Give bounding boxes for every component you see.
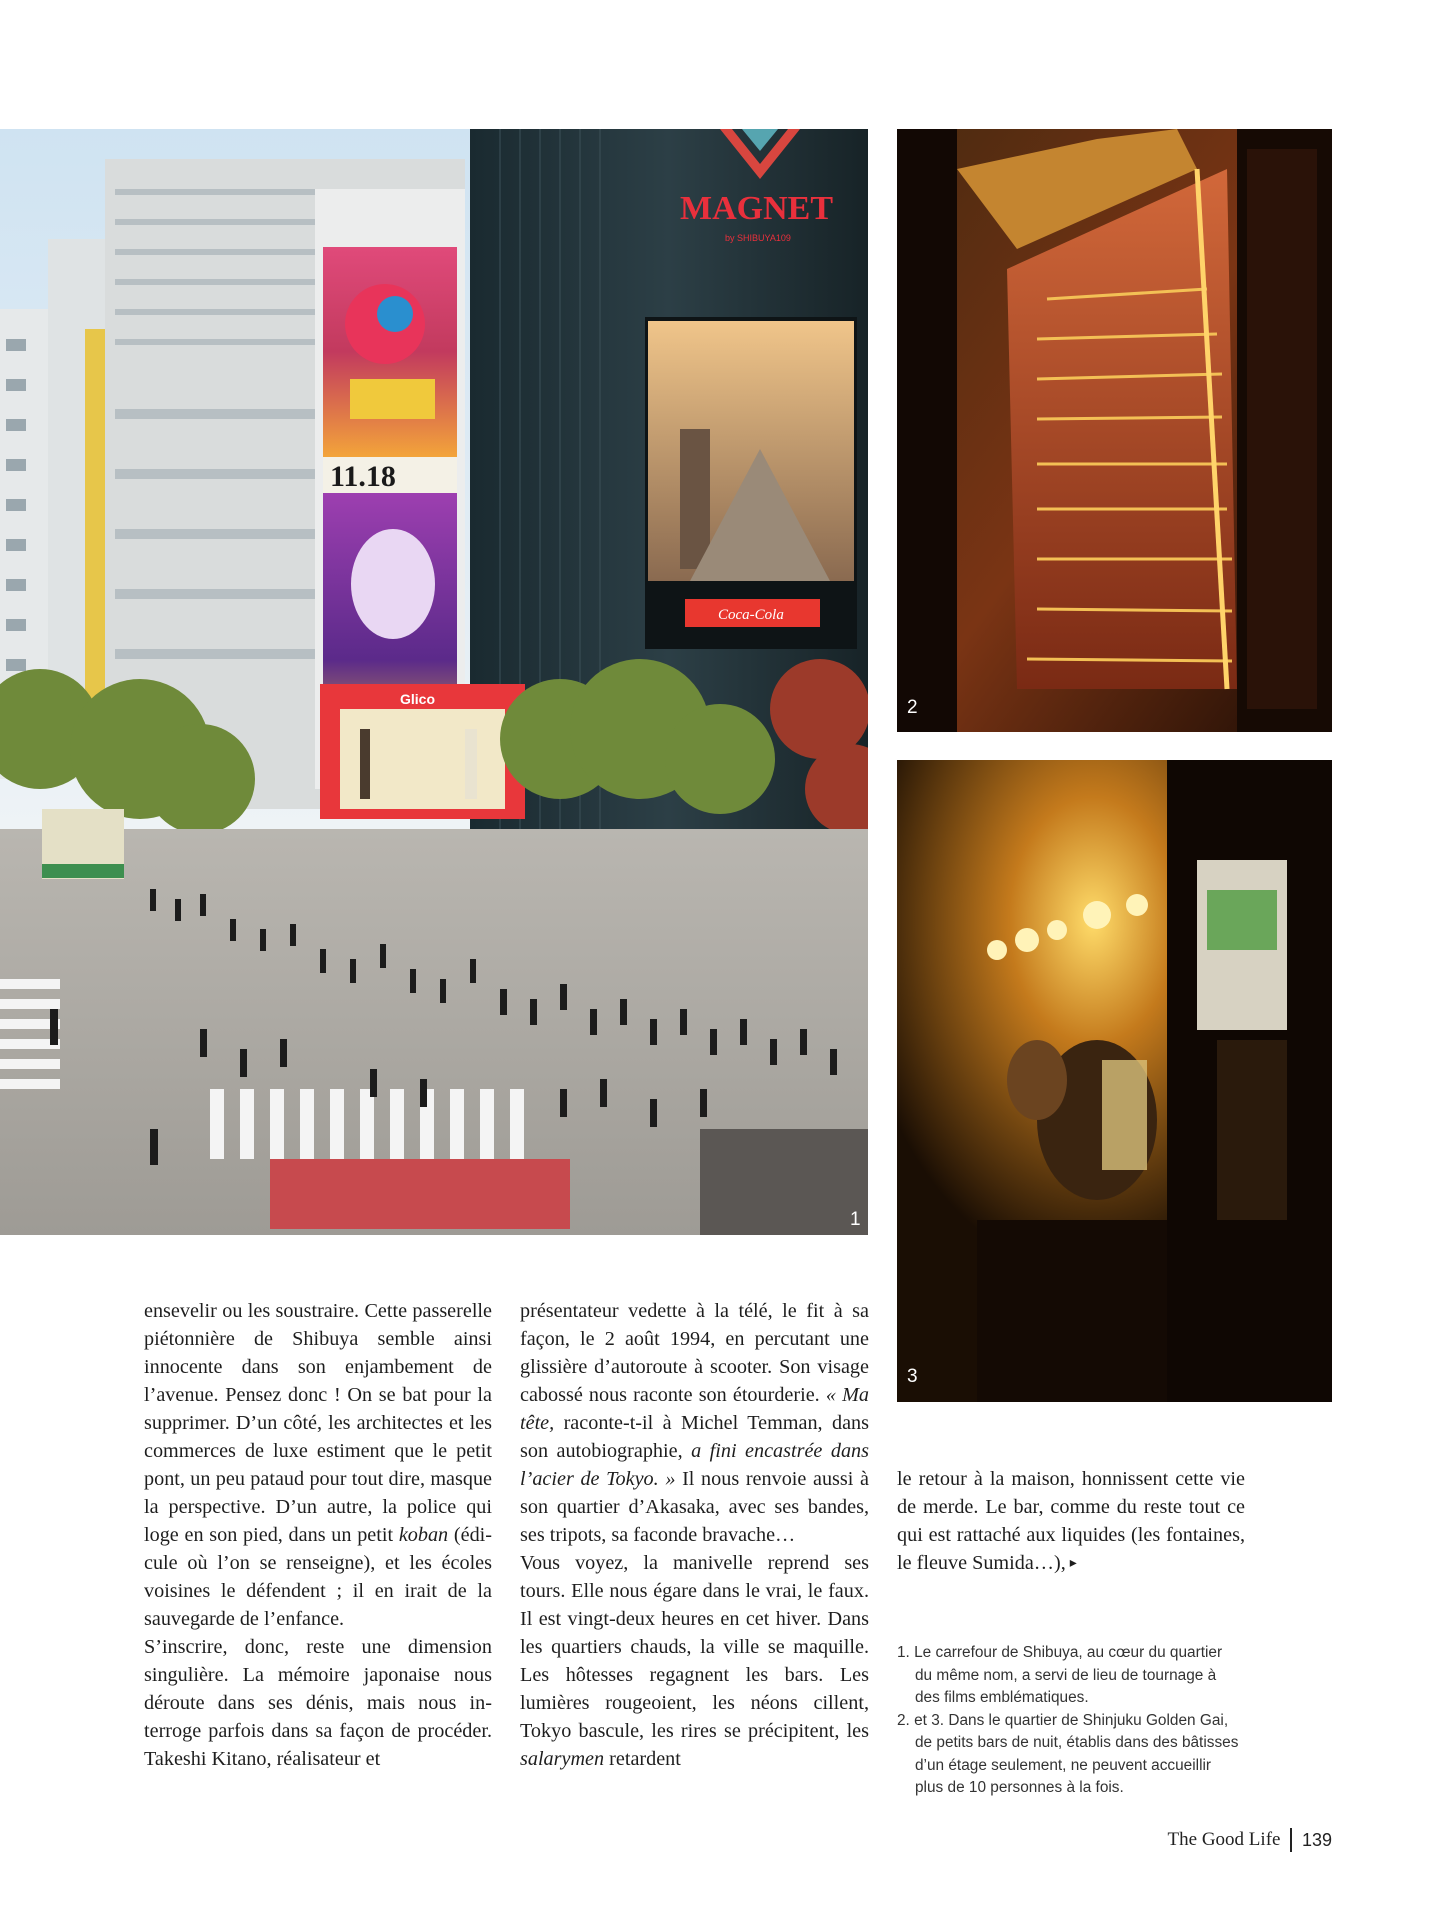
article-text: Vous voyez, la manivelle reprend ses tours. Elle nous égare dans le vrai, le faux. Il est vingt-deux heures en cet hiver. Dans les quartiers chauds, la ville se maquille. Les hôtesses regagnent les bars. Les lumières rougeoient, les néons cillent, Tokyo bascule, les rires se précipitent, les: [520, 1552, 869, 1742]
continue-arrow-icon: ▸: [1069, 1556, 1077, 1571]
article-column-1: [144, 1297, 492, 1773]
magnet-sign: MAGNET: [680, 190, 833, 227]
shibuya-crossing-illustration: [0, 129, 868, 1235]
article-text: (édicule où l’on se renseigne), et les écoles voisines le défendent ; il en irait de la sauvegarde de l’enfance.: [144, 1524, 493, 1630]
article-column-2: [520, 1297, 869, 1773]
article-text: retardent: [604, 1748, 681, 1770]
article-paragraph: [144, 1297, 492, 1633]
stairway-illustration: [897, 129, 1332, 732]
billboard-date: 11.18: [330, 460, 396, 493]
magnet-sign-sub: by SHIBUYA109: [725, 233, 791, 243]
article-paragraph: S’inscrire, donc, reste une dimension singulière. La mémoire japonaise nous déroute dans ses dénis, mais nous interroge parfois dans sa façon de procéder. Takeshi Kitano, réalisateur et: [144, 1636, 492, 1770]
page-footer: [1168, 1828, 1332, 1852]
photo-captions: [897, 1642, 1242, 1800]
page-number: 139: [1301, 1829, 1332, 1850]
article-text-italic: koban: [398, 1524, 449, 1546]
article-text-italic: « Ma tête,: [520, 1384, 869, 1434]
article-text: le retour à la maison, honnissent cette vie de merde. Le bar, comme du reste tout ce qui est rattaché aux liquides (les fontaines, le fleuve Sumida…),: [897, 1468, 1245, 1574]
caption-item: 1. Le carrefour de Shibuya, au cœur du quartier du même nom, a servi de lieu de tournage à des films emblématiques.: [897, 1644, 1223, 1706]
coca-cola-sign: Coca-Cola: [718, 607, 784, 623]
photo-stairway: [897, 129, 1332, 732]
photo-number: 3: [907, 1366, 918, 1387]
glico-sign: Glico: [400, 691, 436, 707]
article-paragraph: [520, 1297, 869, 1549]
bar-illustration: [897, 760, 1332, 1402]
article-text-italic: salarymen: [520, 1748, 605, 1770]
article-text: ensevelir ou les soustraire. Cette passerelle piétonnière de Shibuya semble ainsi innocente dans son enjambement de l’avenue. Pensez donc ! On se bat pour la supprimer. D’un côté, les architectes et les commerces de luxe estiment que le petit pont, un peu pataud pour tout dire, masque la perspective. D’un autre, la police qui loge en son pied, dans un petit: [144, 1300, 492, 1546]
article-text: Il nous renvoie aussi à son quartier d’Akasaka, avec ses bandes, ses tripots, sa faconde bravache…: [520, 1468, 869, 1546]
article-text-italic: a fini encastrée dans l’acier de Tokyo. »: [520, 1440, 869, 1490]
article-paragraph: [897, 1465, 1245, 1578]
photo-number: 2: [907, 697, 918, 718]
photo-bar: [897, 760, 1332, 1402]
article-text: raconte-t-il à Michel Temman, dans son autobiographie,: [520, 1412, 869, 1462]
photo-number: 1: [850, 1209, 861, 1230]
article-paragraph: [520, 1549, 869, 1773]
article-column-3: [897, 1465, 1245, 1578]
magazine-name: The Good Life: [1167, 1829, 1281, 1850]
photo-shibuya-crossing: [0, 129, 868, 1235]
article-text: présentateur vedette à la télé, le fit à sa façon, le 2 août 1994, en percutant une glissière d’autoroute à scooter. Son visage cabossé nous raconte son étourderie.: [520, 1300, 869, 1406]
caption-item: 2. et 3. Dans le quartier de Shinjuku Golden Gai, de petits bars de nuit, établis dans des bâtisses d’un étage seulement, ne peuvent accueillir plus de 10 personnes à la fois.: [897, 1711, 1239, 1796]
footer-divider: [1290, 1828, 1292, 1852]
